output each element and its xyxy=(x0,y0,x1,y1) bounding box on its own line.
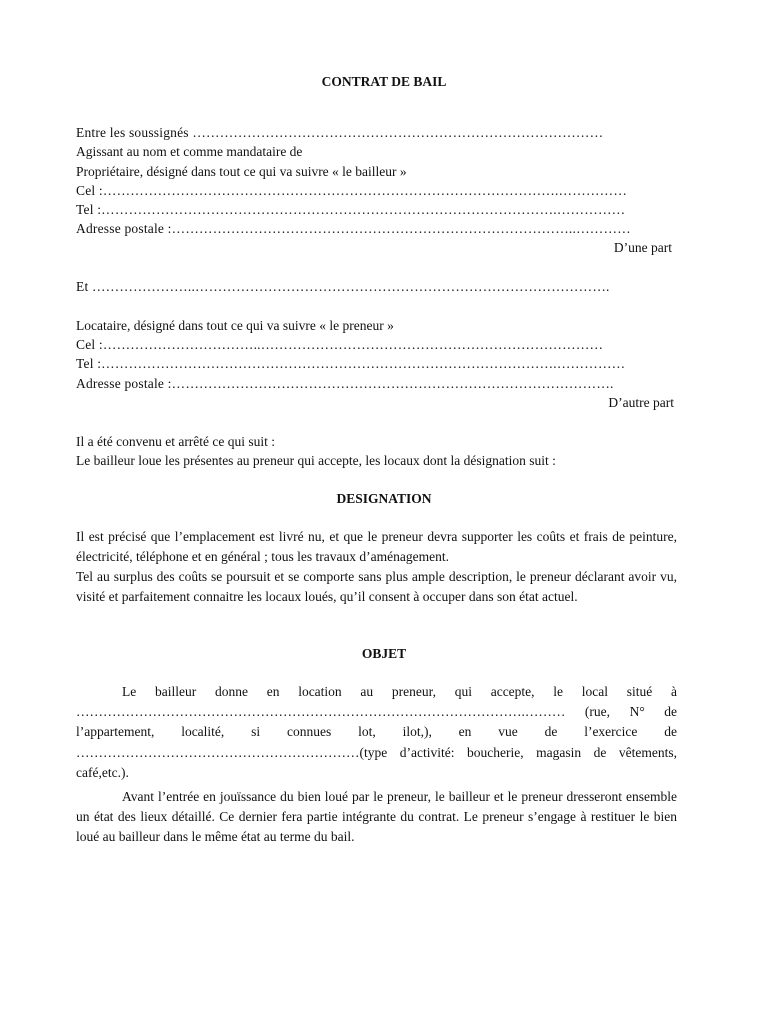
objet-paragraph-2: Avant l’entrée en jouïssance du bien loué par le preneur, le bailleur et le preneur dresseront ensemble un état des lieux détaillé. Ce dernier fera partie intégrante du contrat. Le preneur s’engage à restituer le bien loué au bailleur dans le même état au terme du bail. xyxy=(76,789,677,845)
tenant-tel-line: Tel :……………………………………………………………………………………….…………… xyxy=(76,356,626,371)
lessor-mandataire-line: Agissant au nom et comme mandataire de xyxy=(76,144,303,159)
lessor-adresse-line: Adresse postale :……………………………………………………………………………..………… xyxy=(76,221,631,236)
lessor-cel-line: Cel :……………………………………………………………………………………….…………… xyxy=(76,183,628,198)
intro-line-1: Il a été convenu et arrêté ce qui suit : xyxy=(76,434,276,449)
designation-paragraph-1: Il est précisé que l’emplacement est livré nu, et que le preneur devra supporter les coûts et frais de peinture, électricité, téléphone et en général ; tous les travaux d’aménagement. xyxy=(76,529,677,565)
lessor-part-label: D’une part xyxy=(613,240,672,255)
tenant-part-label: D’autre part xyxy=(608,395,674,410)
intro-line-2: Le bailleur loue les présentes au preneur qui accepte, les locaux dont la désignation suit : xyxy=(76,453,556,468)
et-line: Et …………………..………………………………………………………………………………. xyxy=(76,279,610,294)
lessor-proprietaire-line: Propriétaire, désigné dans tout ce qui va suivre « le bailleur » xyxy=(76,164,407,179)
lessor-tel-line: Tel :……………………………………………………………………………………….…………… xyxy=(76,202,626,217)
designation-paragraph-2: Tel au surplus des coûts se poursuit et se comporte sans plus ample description, le preneur déclarant avoir vu, visité et parfaitement connaitre les locaux loués, qu’il consent à occuper dans son état actuel. xyxy=(76,569,677,605)
tenant-adresse-line: Adresse postale :……………………………………………………………………………………. xyxy=(76,376,614,391)
tenant-locataire-line: Locataire, désigné dans tout ce qui va suivre « le preneur » xyxy=(76,318,394,333)
objet-heading: OBJET xyxy=(361,646,407,661)
tenant-cel-line: Cel :……………………………..………………………………………………………………… xyxy=(76,337,604,352)
document-title: CONTRAT DE BAIL xyxy=(321,74,447,89)
designation-heading: DESIGNATION xyxy=(336,491,432,506)
objet-paragraph-1: Le bailleur donne en location au preneur, qui accepte, le local situé à ……………………………………………………………………………………….……… (rue, N° de l’appartement, localité, si connues lot, ilot,), en vue de l’exercice de ………………………………………………………(type d’activité: boucherie, magasin de vêtements, café,etc.). xyxy=(76,684,677,780)
lessor-soussignes-line: Entre les soussignés ……………………………………………………………………………… xyxy=(76,125,604,140)
